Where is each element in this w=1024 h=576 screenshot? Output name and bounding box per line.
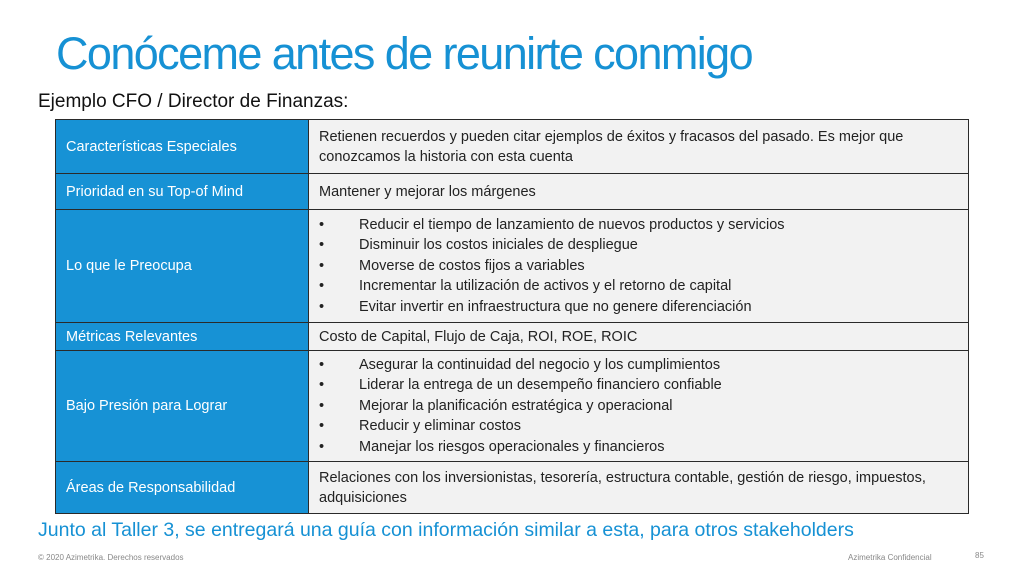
table-row [56,351,969,462]
table-row [56,323,969,351]
row-content [309,210,969,323]
footer-copyright: © 2020 Azimetrika. Derechos reservados [38,553,184,562]
bullet-list [319,213,958,319]
bullet-icon: • [319,438,325,455]
bullet-text: Manejar los riesgos operacionales y financieros [359,438,665,455]
bullet-icon: • [319,298,325,315]
bullet-list [319,353,958,459]
table-row [56,210,969,323]
list-item [319,437,958,457]
row-label: Áreas de Responsabilidad [56,462,309,514]
list-item [319,256,958,276]
table-row [56,462,969,514]
bullet-text: Evitar invertir en infraestructura que no genere diferenciación [359,298,752,315]
table-row [56,120,969,174]
list-item [319,396,958,416]
bullet-text: Reducir el tiempo de lanzamiento de nuevos productos y servicios [359,216,785,233]
list-item [319,355,958,375]
page-number: 85 [975,551,984,560]
bullet-text: Incrementar la utilización de activos y el retorno de capital [359,278,732,295]
footer-confidential: Azimetrika Confidencial [848,553,932,562]
bullet-icon: • [319,216,325,233]
row-label: Lo que le Preocupa [56,210,309,323]
bullet-icon: • [319,397,325,414]
list-item [319,297,958,317]
bullet-text: Reducir y eliminar costos [359,418,521,435]
row-label: Características Especiales [56,120,309,174]
bullet-text: Asegurar la continuidad del negocio y los cumplimientos [359,357,721,373]
bullet-text: Moverse de costos fijos a variables [359,257,585,274]
bullet-text: Liderar la entrega de un desempeño financiero confiable [359,377,722,394]
list-item [319,416,958,436]
list-item [319,375,958,395]
row-content: Retienen recuerdos y pueden citar ejemplos de éxitos y fracasos del pasado. Es mejor que conozcamos la historia con esta cuenta [309,120,969,174]
bullet-icon: • [319,278,325,295]
bullet-icon: • [319,418,325,435]
bullet-text: Mejorar la planificación estratégica y operacional [359,397,673,414]
bullet-icon: • [319,357,325,373]
list-item [319,235,958,255]
bullet-icon: • [319,377,325,394]
bullet-icon: • [319,237,325,254]
row-label: Métricas Relevantes [56,323,309,351]
list-item [319,215,958,235]
bullet-text: Disminuir los costos iniciales de despliegue [359,237,638,254]
table-row [56,174,969,210]
list-item [319,276,958,296]
row-content: Costo de Capital, Flujo de Caja, ROI, ROE, ROIC [309,323,969,351]
row-content: Mantener y mejorar los márgenes [309,174,969,210]
row-content [309,351,969,462]
bottom-note: Junto al Taller 3, se entregará una guía con información similar a esta, para otros stakeholders [38,519,854,541]
row-label: Prioridad en su Top-of Mind [56,174,309,210]
row-content: Relaciones con los inversionistas, tesorería, estructura contable, gestión de riesgo, impuestos, adquisiciones [309,462,969,514]
row-label: Bajo Presión para Lograr [56,351,309,462]
bullet-icon: • [319,257,325,274]
slide-title: Conóceme antes de reunirte conmigo [56,28,753,79]
cfo-profile-table [55,119,969,514]
slide-subtitle: Ejemplo CFO / Director de Finanzas: [38,91,349,112]
